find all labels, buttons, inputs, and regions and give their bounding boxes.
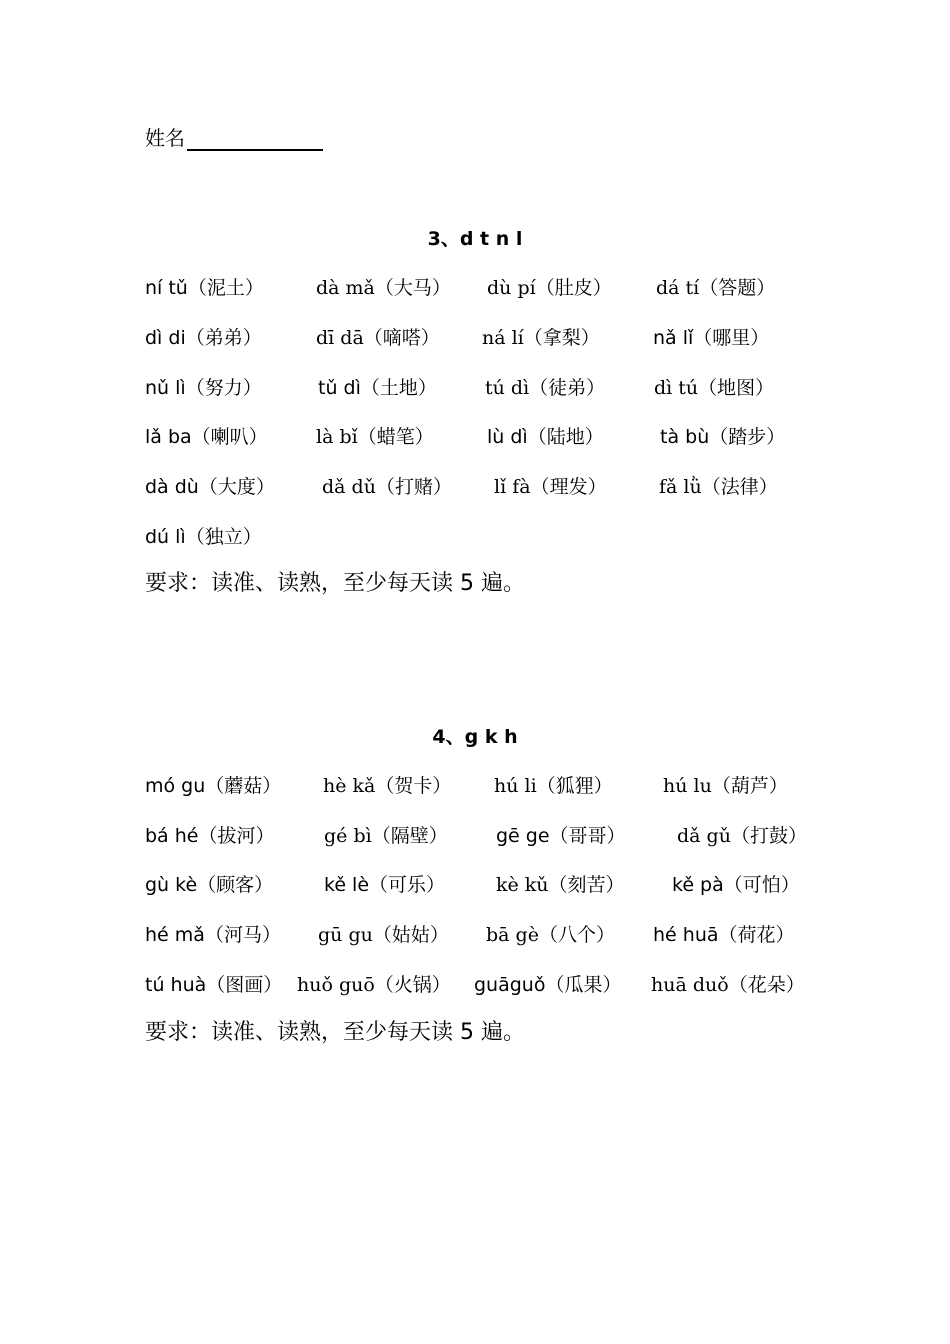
word-item: huā duǒ（花朵）	[651, 974, 805, 996]
word-item: nǔ lì（努力）	[145, 377, 262, 399]
word-row	[0, 970, 950, 1000]
word-item: dì tú（地图）	[654, 377, 775, 399]
word-item: nǎ lǐ（哪里）	[653, 327, 770, 349]
word-item: ní tǔ（泥土）	[145, 277, 264, 299]
name-blank-line[interactable]	[187, 125, 323, 151]
word-item: gē ge（哥哥）	[496, 825, 626, 847]
word-item: bā gè（八个）	[486, 924, 615, 946]
word-row	[0, 522, 950, 552]
word-row	[0, 920, 950, 950]
word-item: kě lè（可乐）	[324, 874, 446, 896]
word-item: tú huà（图画）	[145, 974, 283, 996]
word-item: dù pí（肚皮）	[487, 277, 612, 299]
word-item: lǎ ba（喇叭）	[145, 426, 268, 448]
word-item: lǐ fà（理发）	[494, 476, 607, 498]
name-field-row	[145, 122, 323, 151]
word-item: dǎ gǔ（打鼓）	[677, 825, 807, 847]
word-item: mó gu（蘑菇）	[145, 775, 282, 797]
section-title-3: 3、d t n l	[427, 228, 523, 250]
word-row	[0, 323, 950, 353]
word-item: lù dì（陆地）	[487, 426, 604, 448]
word-item: gé bì（隔壁）	[324, 825, 448, 847]
word-item: hé huā（荷花）	[653, 924, 795, 946]
requirement-text: 要求：读准、读熟，至少每天读 5 遍。	[145, 571, 525, 596]
word-row	[0, 273, 950, 303]
word-item: là bǐ（蜡笔）	[316, 426, 434, 448]
requirement-text: 要求：读准、读熟，至少每天读 5 遍。	[145, 1020, 525, 1045]
word-item: hè kǎ（贺卡）	[323, 775, 452, 797]
word-row	[0, 472, 950, 502]
word-row	[0, 821, 950, 851]
word-item: dà mǎ（大马）	[316, 277, 451, 299]
word-item: dī dā（嘀嗒）	[316, 327, 440, 349]
word-item: hú lu（葫芦）	[663, 775, 788, 797]
word-item: guāguǒ（瓜果）	[474, 974, 622, 996]
word-item: dà dù（大度）	[145, 476, 275, 498]
word-item: dǎ dǔ（打赌）	[322, 476, 452, 498]
section-title-4: 4、g k h	[432, 726, 518, 748]
word-row	[0, 422, 950, 452]
word-item: gū gu（姑姑）	[318, 924, 449, 946]
word-item: huǒ guō（火锅）	[297, 974, 451, 996]
word-item: tú dì（徒弟）	[485, 377, 606, 399]
name-label: 姓名	[145, 126, 185, 150]
word-item: bá hé（拔河）	[145, 825, 275, 847]
word-row	[0, 771, 950, 801]
word-item: fǎ lǜ（法律）	[659, 476, 778, 498]
word-row	[0, 373, 950, 403]
word-item: dì di（弟弟）	[145, 327, 262, 349]
word-item: tà bù（踏步）	[660, 426, 786, 448]
word-item: hé mǎ（河马）	[145, 924, 281, 946]
word-item: dú lì（独立）	[145, 526, 262, 548]
word-item: kě pà（可怕）	[672, 874, 800, 896]
word-item: kè kǔ（刻苦）	[496, 874, 625, 896]
word-item: dá tí（答题）	[656, 277, 776, 299]
word-item: hú li（狐狸）	[494, 775, 613, 797]
word-item: tǔ dì（土地）	[318, 377, 437, 399]
word-item: ná lí（拿梨）	[482, 327, 600, 349]
word-row	[0, 870, 950, 900]
word-item: gù kè（顾客）	[145, 874, 274, 896]
